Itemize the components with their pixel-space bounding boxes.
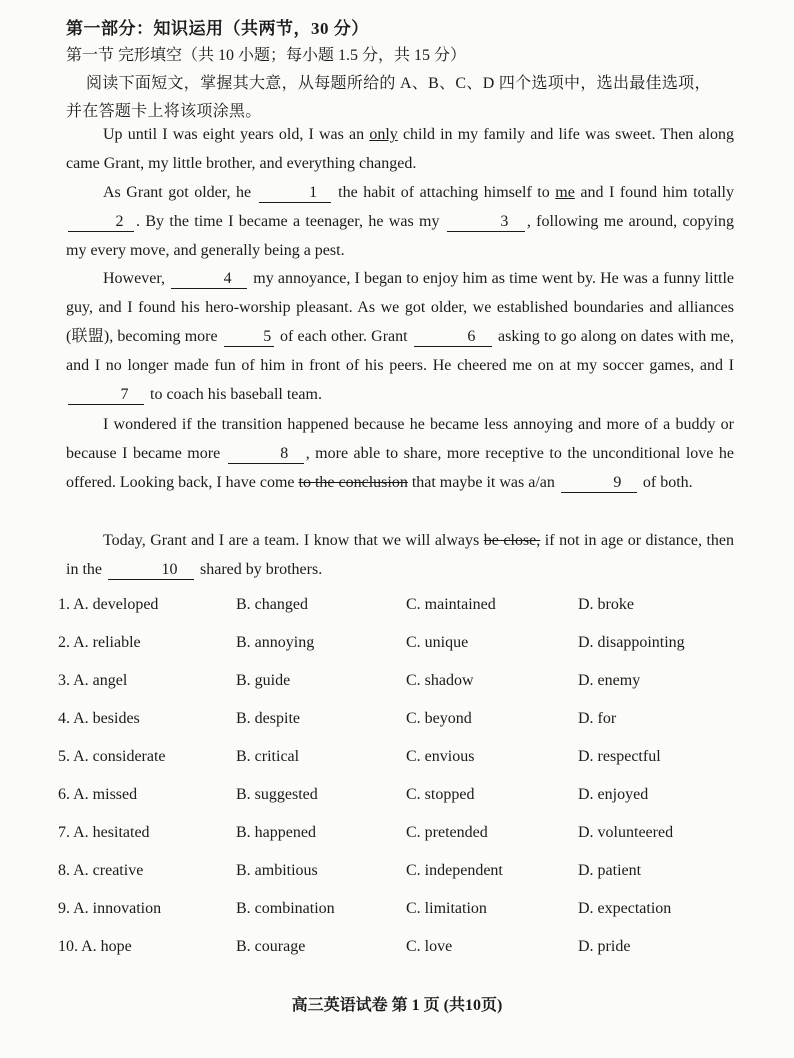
paragraph-4: I wondered if the transition happened because he became less annoying and more of a buddy or because I became more 8 , more able to share, more receptive to the unconditional love he offered. Looking back, I have come to the conclusion that maybe it was a/an 9 of both.	[66, 416, 735, 491]
option-c: C. unique	[406, 634, 469, 651]
option-a: 10. A. hope	[58, 938, 132, 955]
underlined-word: only	[369, 126, 398, 143]
option-c: C. beyond	[406, 710, 472, 727]
option-b: B. combination	[236, 900, 335, 917]
option-b: B. despite	[236, 710, 300, 727]
option-c: C. stopped	[406, 786, 475, 803]
section-title: 第一部分：知识运用（共两节，30 分）	[66, 19, 369, 38]
blank-1: 1	[259, 184, 331, 203]
blank-3: 3	[447, 213, 525, 232]
option-d: D. disappointing	[578, 634, 685, 651]
paragraph-1: Up until I was eight years old, I was an only child in my family and life was sweet. Then along came Grant, my little brother, and everything changed.	[66, 126, 735, 172]
underlined-word: me	[555, 184, 575, 201]
question-9-options	[58, 896, 748, 934]
option-a: 3. A. angel	[58, 672, 128, 689]
option-b: B. annoying	[236, 634, 315, 651]
question-7-options	[58, 820, 748, 858]
question-2-options	[58, 630, 748, 668]
blank-9: 9	[561, 474, 637, 493]
option-c: C. independent	[406, 862, 503, 879]
blank-6: 6	[414, 328, 492, 347]
question-1-options	[58, 592, 748, 630]
blank-4: 4	[171, 270, 247, 289]
option-b: B. critical	[236, 748, 300, 765]
blank-10: 10	[108, 561, 194, 580]
option-d: D. broke	[578, 596, 634, 613]
blank-2: 2	[68, 213, 134, 232]
option-a: 1. A. developed	[58, 596, 159, 613]
option-d: D. for	[578, 710, 617, 727]
question-8-options	[58, 858, 748, 896]
option-d: D. respectful	[578, 748, 661, 765]
option-d: D. expectation	[578, 900, 672, 917]
blank-8: 8	[228, 445, 304, 464]
blank-7: 7	[68, 386, 144, 405]
struck-text: to the conclusion	[298, 474, 408, 491]
option-b: B. ambitious	[236, 862, 318, 879]
instruction-line-1: 阅读下面短文，掌握其大意，从每题所给的 A、B、C、D 四个选项中，选出最佳选项，	[86, 75, 711, 92]
option-a: 5. A. considerate	[58, 748, 166, 765]
struck-text: be close,	[483, 532, 541, 549]
option-c: C. maintained	[406, 596, 496, 613]
option-a: 9. A. innovation	[58, 900, 162, 917]
option-d: D. pride	[578, 938, 631, 955]
options-list	[58, 592, 748, 972]
page-footer: 高三英语试卷 第 1 页 (共10页)	[291, 997, 503, 1014]
question-5-options	[58, 744, 748, 782]
subsection-title: 第一节 完形填空（共 10 小题；每小题 1.5 分，共 15 分）	[66, 47, 467, 64]
option-b: B. happened	[236, 824, 316, 841]
blank-5: 5	[224, 328, 274, 347]
option-b: B. courage	[236, 938, 306, 955]
option-b: B. changed	[236, 596, 308, 613]
option-c: C. limitation	[406, 900, 487, 917]
option-d: D. volunteered	[578, 824, 674, 841]
option-c: C. love	[406, 938, 453, 955]
paragraph-3: However, 4 my annoyance, I began to enjoy him as time went by. He was a funny little guy, and I found his hero-worship pleasant. As we got older, we established boundaries and alliances (联盟), becoming more 5 of each other. Grant 6 asking to go along on dates with me, and I no longer made fun of him in front of his peers. He cheered me on at my soccer games, and I 7 to coach his baseball team.	[66, 270, 735, 403]
option-c: C. envious	[406, 748, 475, 765]
question-10-options	[58, 934, 748, 972]
option-d: D. patient	[578, 862, 642, 879]
option-a: 4. A. besides	[58, 710, 140, 727]
paragraph-5: Today, Grant and I are a team. I know that we will always be close, if not in age or distance, then in the 10 shared by brothers.	[66, 532, 735, 578]
option-b: B. suggested	[236, 786, 318, 803]
option-a: 6. A. missed	[58, 786, 138, 803]
option-d: D. enjoyed	[578, 786, 649, 803]
option-a: 8. A. creative	[58, 862, 144, 879]
question-4-options	[58, 706, 748, 744]
option-a: 2. A. reliable	[58, 634, 141, 651]
option-d: D. enemy	[578, 672, 641, 689]
instruction-line-2: 并在答题卡上将该项涂黑。	[66, 103, 262, 120]
question-3-options	[58, 668, 748, 706]
option-c: C. pretended	[406, 824, 488, 841]
option-a: 7. A. hesitated	[58, 824, 150, 841]
option-b: B. guide	[236, 672, 291, 689]
option-c: C. shadow	[406, 672, 474, 689]
paragraph-2: As Grant got older, he 1 the habit of attaching himself to me and I found him totally 2 . By the time I became a teenager, he was my 3 , following me around, copying my every move, and generally being a pest.	[66, 184, 734, 259]
question-6-options	[58, 782, 748, 820]
